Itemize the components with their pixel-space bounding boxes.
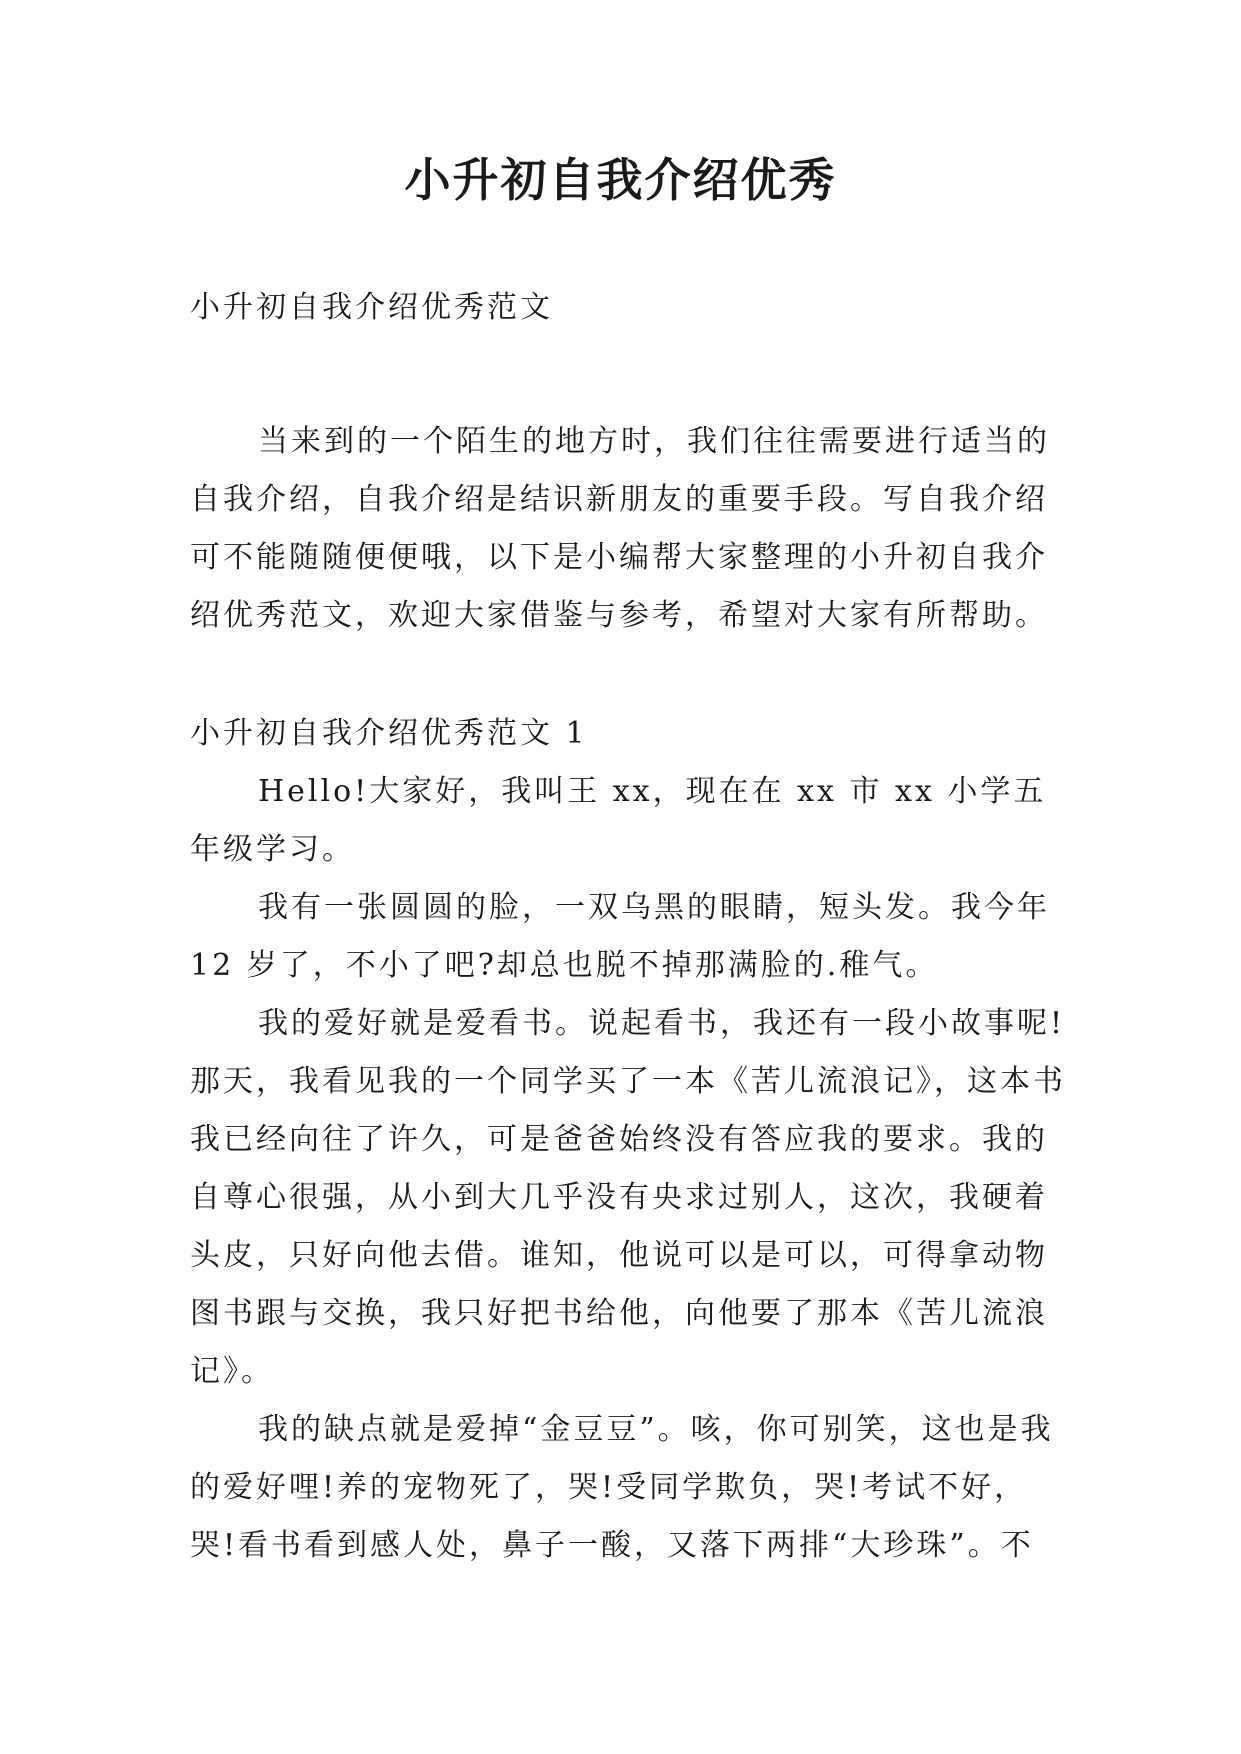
- intro-block: [190, 413, 1070, 645]
- body-paragraph: Hello!大家好，我叫王 xx，现在在 xx 市 xx 小学五年级学习。: [190, 774, 1047, 867]
- document-title: 小升初自我介绍优秀: [404, 153, 837, 207]
- body-paragraph: 我的缺点就是爱掉“金豆豆”。咳，你可别笑，这也是我的爱好哩!养的宠物死了，哭!受同学欺负，哭!考试不好，哭!看书看到感人处，鼻子一酸，又落下两排“大珍珠”。不: [190, 1412, 1054, 1563]
- essay-section: [190, 705, 1070, 1575]
- section-heading: 小升初自我介绍优秀范文 1: [190, 716, 588, 751]
- body-paragraph: 我有一张圆圆的脸，一双乌黑的眼睛，短头发。我今年 12 岁了，不小了吧?却总也脱不掉那满脸的.稚气。: [190, 890, 1050, 983]
- body-paragraph: 我的爱好就是爱看书。说起看书，我还有一段小故事呢!那天，我看见我的一个同学买了一本《苦儿流浪记》，这本书我已经向往了许久，可是爸爸始终没有答应我的要求。我的自尊心很强，从小到大几乎没有央求过别人，这次，我硬着头皮，只好向他去借。谁知，他说可以是可以，可得拿动物图书跟与交换，我只好把书给他，向他要了那本《苦儿流浪记》。: [190, 1006, 1066, 1389]
- intro-paragraph: 当来到的一个陌生的地方时，我们往往需要进行适当的自我介绍，自我介绍是结识新朋友的重要手段。写自我介绍可不能随随便便哦，以下是小编帮大家整理的小升初自我介绍优秀范文，欢迎大家借鉴与参考，希望对大家有所帮助。: [190, 424, 1050, 633]
- document-subtitle: 小升初自我介绍优秀范文: [190, 290, 553, 325]
